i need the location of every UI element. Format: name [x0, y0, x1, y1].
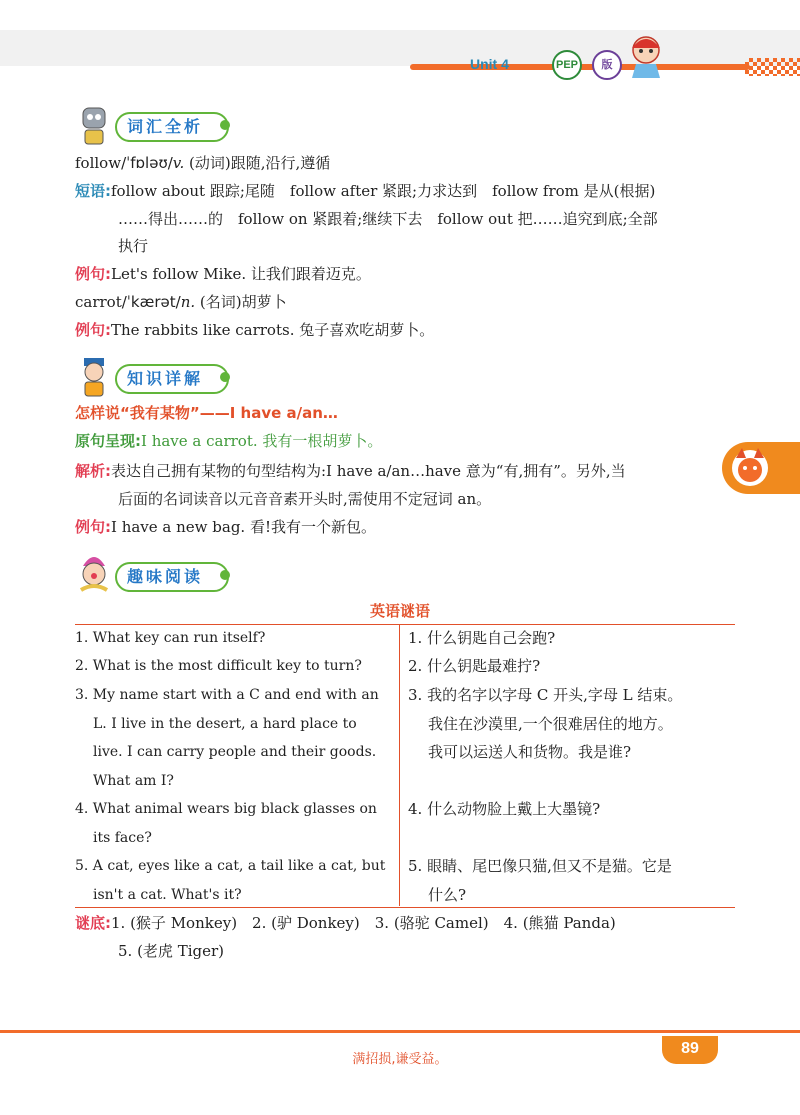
- header-band: [0, 30, 800, 66]
- riddle-a4: 4. 什么动物脸上戴上大墨镜?: [408, 800, 601, 818]
- scholar-mascot-icon: [75, 354, 113, 398]
- riddle-title: 英语谜语: [369, 602, 430, 620]
- vocab-carrot: carrot/ˈkærət/n. (名词)胡萝卜: [75, 293, 287, 311]
- edition-badge: 版: [592, 50, 622, 80]
- riddle-q1: 1. What key can run itself?: [75, 630, 266, 646]
- section-knowledge-title: 知识详解: [75, 360, 275, 394]
- riddle-q4: 4. What animal wears big black glasses on its face?: [75, 801, 377, 846]
- phrase-line-1: 短语:follow about 跟踪;尾随 follow after 紧跟;力求达到 follow from 是从(根据): [75, 182, 656, 200]
- pep-badge: PEP: [552, 50, 582, 80]
- example-2: 例句:The rabbits like carrots. 兔子喜欢吃胡萝卜。: [75, 321, 435, 339]
- example-3: 例句:I have a new bag. 看!我有一个新包。: [75, 518, 376, 536]
- riddle-a5: 5. 眼睛、尾巴像只猫,但又不是猫。它是 什么?: [408, 857, 672, 904]
- section-reading-title: 趣味阅读: [75, 558, 275, 592]
- riddle-key-line-1: 谜底:1. (猴子 Monkey) 2. (驴 Donkey) 3. (骆驼 Camel) 4. (熊猫 Panda): [75, 914, 616, 932]
- vocab-follow: follow/ˈfɒləʊ/v. (动词)跟随,沿行,遵循: [75, 154, 331, 172]
- unit-label: Unit 4: [470, 56, 509, 72]
- riddle-a3: 3. 我的名字以字母 C 开头,字母 L 结束。 我住在沙漠里,一个很难居住的地方。 我可以运送人和货物。我是谁?: [408, 686, 683, 761]
- fox-mascot-icon: [728, 446, 772, 490]
- footer-motto: 满招损,谦受益。: [352, 1052, 448, 1067]
- section-vocab-title: 词汇全析: [75, 108, 275, 142]
- robot-mascot-icon: [75, 102, 113, 146]
- girl-mascot-icon: [622, 30, 670, 80]
- riddle-q3: 3. My name start with a C and end with an L. I live in the desert, a hard place to live. I can carry people and their goods. What am I?: [75, 687, 379, 789]
- riddle-q2: 2. What is the most difficult key to turn?: [75, 658, 362, 674]
- example-1: 例句:Let's follow Mike. 让我们跟着迈克。: [75, 265, 371, 283]
- analysis-line-2: 后面的名词读音以元音音素开头时,需使用不定冠词 an。: [118, 490, 492, 508]
- phrase-line-3: 执行: [118, 237, 149, 255]
- phrase-line-2: ……得出……的 follow on 紧跟着;继续下去 follow out 把……追究到底;全部: [118, 210, 658, 228]
- clown-mascot-icon: [75, 552, 113, 596]
- riddle-q5: 5. A cat, eyes like a cat, a tail like a cat, but isn't a cat. What's it?: [75, 858, 386, 903]
- riddle-a1: 1. 什么钥匙自己会跑?: [408, 629, 556, 647]
- riddle-a2: 2. 什么钥匙最难拧?: [408, 657, 541, 675]
- page-number: 89: [662, 1036, 718, 1064]
- header-checker-decoration: [745, 58, 800, 76]
- riddle-key-line-2: 5. (老虎 Tiger): [118, 942, 225, 960]
- original-sentence: 原句呈现:I have a carrot. 我有一根胡萝卜。: [75, 432, 383, 450]
- knowledge-heading: 怎样说“我有某物”——I have a/an…: [75, 404, 338, 422]
- riddle-divider: [399, 624, 400, 906]
- analysis-line-1: 解析:表达自己拥有某物的句型结构为:I have a/an…have 意为“有,拥有”。另外,当: [75, 462, 626, 480]
- footer-line: [0, 1030, 800, 1033]
